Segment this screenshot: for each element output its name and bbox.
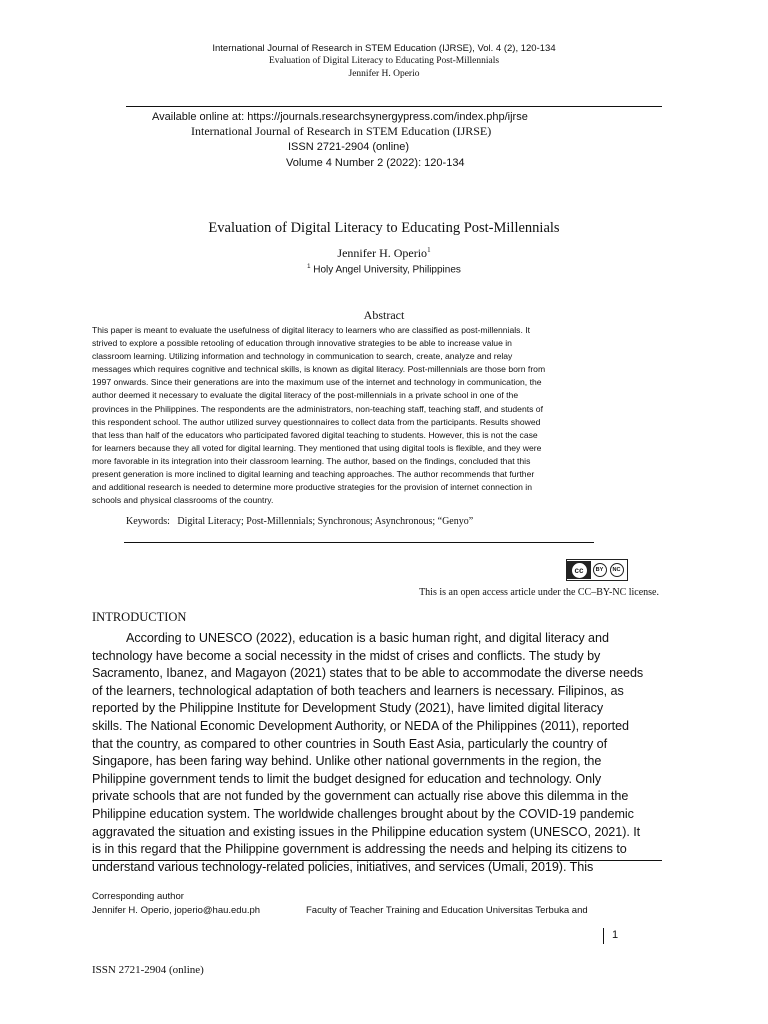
- intro-line: technology have become a social necessity in the midst of crises and conflicts. The study by: [92, 648, 601, 663]
- abstract-line: more favorable in its integration into their classroom learning. The author, based on the findings, concluded that this: [92, 455, 531, 466]
- issn-line: ISSN 2721-2904 (online): [288, 141, 410, 153]
- intro-line: private schools that are not funded by the government can actually rise above this dilemma in the: [92, 789, 629, 804]
- available-online: Available online at: https://journals.researchsynergypress.com/index.php/ijrse: [152, 111, 528, 123]
- introduction-body: [92, 630, 664, 876]
- intro-line: is in this regard that the Philippine government is addressing the needs and helping its citizens to: [92, 842, 627, 857]
- abstract-body: [92, 324, 632, 507]
- corresponding-author-faculty: Faculty of Teacher Training and Education Universitas Terbuka and: [306, 905, 588, 916]
- abstract-line: provinces in the Philippines. The respondents are the administrators, non-teaching staff, teaching staff, and students of: [92, 403, 543, 414]
- intro-line: that the country, as compared to other countries in South East Asia, particularly the country of: [92, 736, 608, 751]
- corresponding-author-label: Corresponding author: [92, 891, 184, 902]
- abstract-line: strived to explore a possible retooling of education through innovative strategies to be able to increase value in: [92, 338, 512, 349]
- intro-line: Philippine education system. The worldwide challenges brought about by the COVID-19 pandemic: [92, 806, 634, 821]
- abstract-line: and additional research is needed to determine more productive strategies for the provision of internet connection in: [92, 482, 532, 493]
- intro-line: Sacramento, Ibanez, and Magayon (2021) states that to be able to accommodate the diverse needs: [92, 666, 644, 681]
- cc-by-nc-license-icon: [566, 559, 628, 581]
- license-text: This is an open access article under the CC–BY-NC license.: [419, 587, 659, 598]
- abstract-line: classroom learning. Utilizing information and technology in communication to search, create, analyze and relay: [92, 351, 513, 362]
- page-number: 1: [612, 929, 619, 941]
- header-rule: [126, 106, 662, 107]
- nc-icon: NC: [608, 561, 625, 579]
- abstract-line: that less than half of the educators who participated favored digital teaching to students. However, this is not the case: [92, 429, 538, 440]
- running-header-title: Evaluation of Digital Literacy to Educating Post-Millennials: [268, 56, 500, 66]
- intro-line: understand various technology-related policies, initiatives, and services (Umali, 2019). This: [92, 859, 594, 874]
- footnote-rule: [92, 860, 662, 861]
- affiliation-superscript: 1: [307, 264, 311, 270]
- keywords-line: [126, 516, 473, 527]
- article-title: Evaluation of Digital Literacy to Educating Post-Millennials: [208, 220, 560, 236]
- abstract-line: messages which requires cognitive and technical skills, is known as digital literacy. Post-millennials are those born from: [92, 364, 546, 375]
- intro-line: skills. The National Economic Development Authority, or NEDA of the Philippines (2011), reported: [92, 718, 630, 733]
- corresponding-author-contact: Jennifer H. Operio, joperio@hau.edu.ph: [92, 905, 261, 916]
- author-line: [0, 246, 768, 261]
- affiliation-line: [0, 264, 768, 275]
- running-header-journal: International Journal of Research in STEM Education (IJRSE), Vol. 4 (2), 120-134: [212, 43, 556, 54]
- abstract-line: this respondent school. The author utilized survey questionnaires to collect data from the participants. Results showed: [92, 416, 541, 427]
- footer-issn: ISSN 2721-2904 (online): [92, 964, 204, 976]
- abstract-line: This paper is meant to evaluate the usefulness of digital literacy to learners who are classified as post-millennials. It: [92, 325, 531, 335]
- abstract-line: present generation is more inclined to digital learning and teaching approaches. The author recommends that further: [92, 469, 535, 480]
- cc-icon: cc: [567, 561, 591, 579]
- affiliation-text: Holy Angel University, Philippines: [313, 264, 461, 276]
- abstract-line: 1997 onwards. Since their generations are into the maximum use of the internet and technology in communication, the: [92, 377, 542, 388]
- intro-line: reported by the Philippine Institute for Development Study (2021), have limited digital literacy: [92, 701, 604, 716]
- abstract-line: schools and physical classrooms of the country.: [92, 495, 274, 506]
- running-header-author: Jennifer H. Operio: [348, 69, 420, 79]
- journal-name: International Journal of Research in STEM Education (IJRSE): [191, 124, 492, 138]
- author-superscript: 1: [427, 246, 431, 254]
- volume-line: Volume 4 Number 2 (2022): 120-134: [286, 157, 465, 169]
- keywords-text: Digital Literacy; Post-Millennials; Synchronous; Asynchronous; “Genyo”: [177, 516, 474, 527]
- abstract-heading: Abstract: [363, 308, 405, 322]
- keywords-rule: [124, 542, 594, 543]
- page-number-bar: [603, 928, 604, 944]
- intro-line: Philippine government tends to limit the budget designed for education and technology. Only: [92, 771, 602, 786]
- abstract-line: for learners because they all voted for digital learning. They mentioned that using digital tools is flexible, and they were: [92, 442, 542, 453]
- intro-line: Singapore, has been faring way behind. Unlike other national governments in the region, the: [92, 754, 602, 769]
- abstract-line: author deemed it necessary to evaluate the digital literacy of the post-millennials in a private school in one of the: [92, 390, 519, 401]
- intro-line: aggravated the situation and existing issues in the Philippine education system (UNESCO, 2021). It: [92, 824, 641, 839]
- keywords-label: Keywords:: [126, 516, 170, 527]
- intro-line: of the learners, technological adaptation of both teachers and learners is necessary. Filipinos, as: [92, 683, 624, 698]
- author-name: Jennifer H. Operio: [337, 246, 428, 260]
- introduction-heading: INTRODUCTION: [92, 610, 187, 624]
- by-icon: BY: [591, 561, 608, 579]
- intro-line: According to UNESCO (2022), education is a basic human right, and digital literacy and: [126, 631, 609, 645]
